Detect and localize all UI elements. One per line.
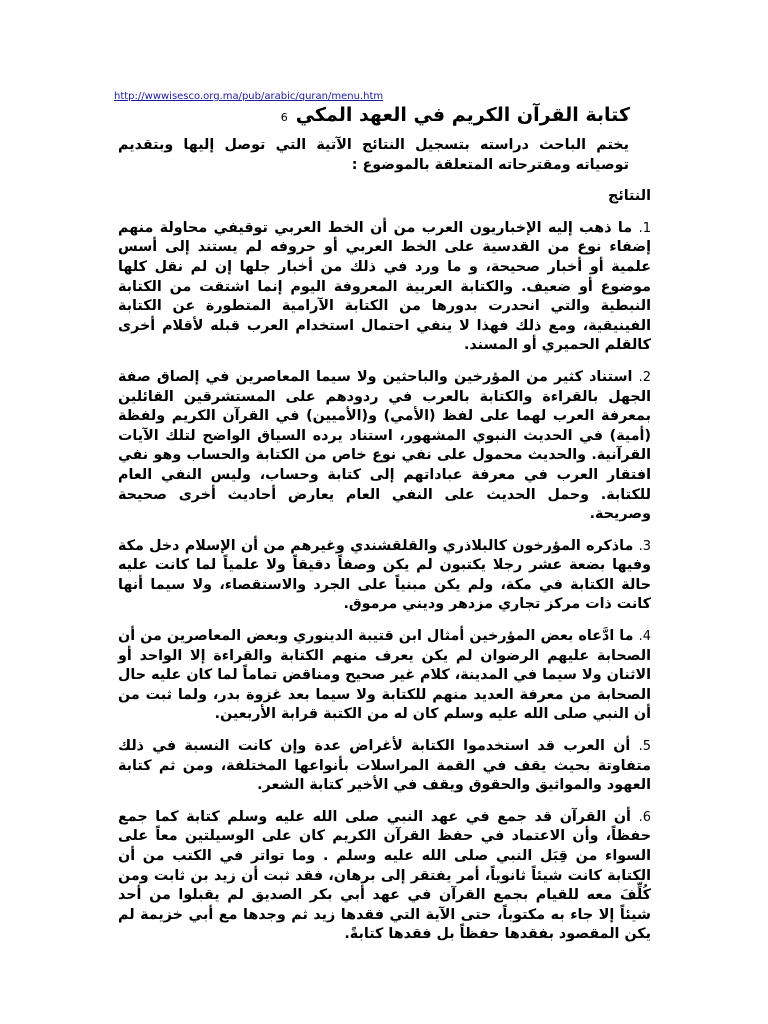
- result-item: [118, 737, 651, 796]
- result-item: [118, 368, 651, 525]
- result-item-number: 6.: [638, 809, 651, 825]
- results-heading: النتائج: [608, 188, 651, 205]
- result-item-text: أن العرب قد استخدموا الكتابة لأغراض عدة وإن كانت النسبة في ذلك متفاوتة بحيث يقف في القمة المراسلات بأنواعها المختلفة، ومن ثم كتابة العهود والمواثيق والحقوق ويقف في الأخير كتابة الشعر.: [118, 738, 651, 794]
- result-item-number: 2.: [638, 369, 651, 385]
- result-item-number: 5.: [638, 739, 651, 755]
- result-item-number: 3.: [638, 538, 651, 554]
- source-url-link[interactable]: http://wwwisesco.org.ma/pub/arabic/quran/menu.htm: [114, 91, 384, 102]
- result-item-text: ماذكره المؤرخون كالبلاذري والقلقشندي وغيرهم من أن الإسلام دخل مكة وفيها بضعة عشر رجلا يكتبون لم يكن وصفاً دقيقاً ولا علمياً لما كانت عليه حالة الكتابة في مكة، ولم يكن مبنياً على الجرد والاستقصاء، ولا سيما أنها كانت ذات مركز تجاري مزدهر وديني مرموق.: [118, 537, 651, 613]
- result-item-text: استناد كثير من المؤرخين والباحثين ولا سيما المعاصرين في إلصاق صفة الجهل بالقراءة والكتابة بالعرب في ردودهم على المستشرقين القائلين بمعرفة العرب لهما على لفظ (الأمي) و(الأميين) في القرآن الكريم ولفظة (أمية) في الحديث النبوي المشهور، استناد يرده السياق الواضح لتلك الآيات القرآنية. والحديث محمول على نفي نوع خاص من الكتابة والحساب وهو نفي افتقار العرب في معرفة عباداتهم إلى كتابة وحساب، وليس النفي العام للكتابة. وحمل الحديث على النفي العام يعارض أحاديث أخرى صحيحة وصريحة.: [118, 368, 651, 523]
- result-item: [118, 219, 651, 356]
- document-body: [118, 136, 651, 957]
- result-item-number: 1.: [638, 220, 652, 236]
- result-item-number: 4.: [638, 629, 652, 645]
- result-item-text: ما ادَّعاه بعض المؤرخين أمثال ابن قتيبة الدينوري وبعض المعاصرين من أن الصحابة عليهم الرضوان لم يكن يعرف منهم الكتابة والقراءة إلا الواحد أو الاثنان ولا سيما في المدينة، كلام غير صحيح ومناقض تماماً لما كان عليه حال الصحابة من معرفة العديد منهم للكتابة ولا سيما بعد غزوة بدر، ولما ثبت من أن النبي صلى الله عليه وسلم كان له من الكتبة قرابة الأربعين.: [118, 628, 651, 723]
- intro-paragraph: يختم الباحث دراسته بتسجيل النتائج الآتية التي توصل إليها وبتقديم توصياته ومقترحاته المتعلقة بالموضوع :: [118, 137, 629, 173]
- result-item-text: ما ذهب إليه الإخباريون العرب من أن الخط العربي توقيفي محاولة منهم إضفاء نوع من القدسية على الخط العربي أو حروفه لم يستند إلى أسس علمية أو أخبار صحيحة، و ما ورد في ذلك من أخبار جلها إن لم نقل كلها موضوع أو ضعيف. والكتابة العربية المعروفة اليوم إنما اشتقت من الكتابة النبطية والتي انحدرت بدورها من الكتابة الآرامية المتطورة عن الكتابة الفينيقية، ومع ذلك فهذا لا ينفي احتمال استخدام العرب قبله لأقلام أخرى كالقلم الحميري أو المسند.: [118, 219, 651, 354]
- page-number: 6: [280, 111, 288, 124]
- title-row: [281, 103, 630, 127]
- result-item: [118, 537, 651, 615]
- page-title: كتابة القرآن الكريم في العهد المكي: [295, 104, 630, 126]
- result-item: [118, 808, 651, 945]
- result-item-text: أن القرآن قد جمع في عهد النبي صلى الله عليه وسلم كتابة كما جمع حفظاً، وأن الاعتماد في حفظ القرآن الكريم كان على الوسيلتين معاً على السواء من قِبَل النبي صلى الله عليه وسلم . وما تواتر في الكتب من أن الكتابة كانت شيئاً ثانوياً، أمر يفتقر إلى برهان، فقد ثبت أن زيد بن ثابت ومن كُلِّفَ معه للقيام بجمع القرآن في عهد أبي بكر الصديق لم يقبلوا من أحد شيئاً إلا جاء به مكتوباً، حتى الآية التي فقدها زيد ثم وجدها مع أبي خزيمة لم يكن المقصود بفقدها حفظاً بل فقدها كتابةً.: [118, 808, 651, 943]
- result-item: [118, 627, 651, 725]
